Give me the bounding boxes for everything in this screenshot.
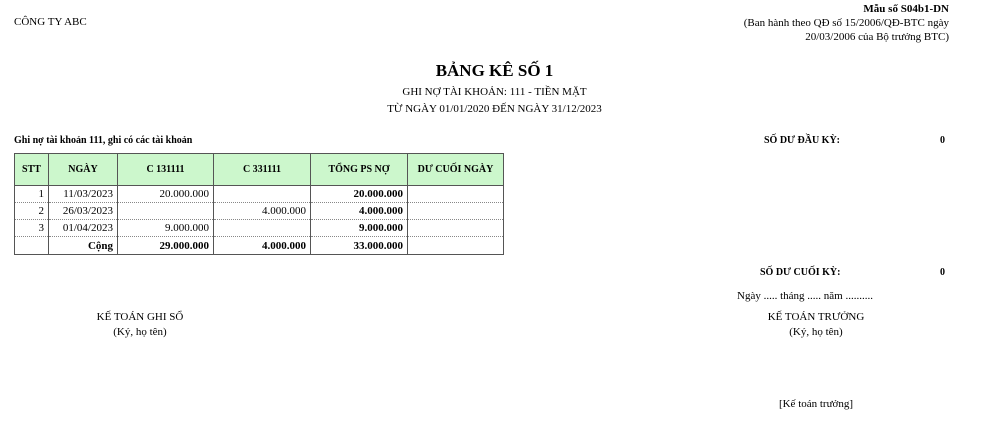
totals-balance [408, 237, 504, 255]
cell-date: 01/04/2023 [49, 220, 118, 237]
issue-note [689, 16, 949, 44]
header-date: NGÀY [49, 154, 118, 186]
issue-note-line-2: 20/03/2006 của Bộ trưởng BTC) [805, 31, 949, 43]
cell-total: 4.000.000 [311, 203, 408, 220]
header-c331111: C 331111 [214, 154, 311, 186]
cell-c131111: 20.000.000 [118, 186, 214, 203]
right-signature-block [716, 310, 916, 340]
report-subtitle: GHI NỢ TÀI KHOẢN: 111 - TIỀN MẶT [402, 86, 587, 98]
cell-balance [408, 203, 504, 220]
cell-stt [15, 237, 49, 255]
cell-c131111: 9.000.000 [118, 220, 214, 237]
cell-balance [408, 220, 504, 237]
left-signature-title: KẾ TOÁN GHI SỔ [96, 311, 184, 323]
closing-balance-label: SỐ DƯ CUỐI KỲ: [760, 267, 841, 278]
totals-label: Cộng [49, 237, 118, 255]
totals-c331111: 4.000.000 [214, 237, 311, 255]
cell-balance [408, 186, 504, 203]
right-signature-title: KẾ TOÁN TRƯỞNG [767, 311, 865, 323]
table-caption: Ghi nợ tài khoản 111, ghi có các tài khoản [14, 135, 193, 146]
header-c131111: C 131111 [118, 154, 214, 186]
cell-c331111 [214, 220, 311, 237]
cell-total: 20.000.000 [311, 186, 408, 203]
cell-stt: 3 [15, 220, 49, 237]
totals-c131111: 29.000.000 [118, 237, 214, 255]
left-signature-block [40, 310, 240, 340]
table-row [15, 186, 504, 203]
cell-stt: 2 [15, 203, 49, 220]
report-period: TỪ NGÀY 01/01/2020 ĐẾN NGÀY 31/12/2023 [387, 103, 602, 115]
cell-total: 9.000.000 [311, 220, 408, 237]
left-signature-note: (Ký, họ tên) [113, 326, 167, 338]
totals-total: 33.000.000 [311, 237, 408, 255]
opening-balance-value: 0 [940, 135, 945, 146]
header-total-debit: TỔNG PS NỢ [311, 154, 408, 186]
right-signature-name: [Kế toán trưởng] [778, 398, 854, 410]
totals-row [15, 237, 504, 255]
table-header-row [15, 154, 504, 186]
table-row [15, 203, 504, 220]
signature-date-line: Ngày ..... tháng ..... năm .......... [737, 290, 873, 302]
opening-balance-label: SỐ DƯ ĐẦU KỲ: [764, 135, 841, 146]
table-row [15, 220, 504, 237]
header-stt: STT [15, 154, 49, 186]
cell-c331111: 4.000.000 [214, 203, 311, 220]
right-signature-note: (Ký, họ tên) [789, 326, 843, 338]
cell-stt: 1 [15, 186, 49, 203]
closing-balance-value: 0 [940, 267, 945, 278]
issue-note-line-1: (Ban hành theo QĐ số 15/2006/QĐ-BTC ngày [743, 17, 949, 29]
cell-c131111 [118, 203, 214, 220]
header-closing-daily: DƯ CUỐI NGÀY [408, 154, 504, 186]
cell-date: 26/03/2023 [49, 203, 118, 220]
ledger-table [14, 153, 504, 255]
company-name: CÔNG TY ABC [14, 16, 87, 28]
cell-date: 11/03/2023 [49, 186, 118, 203]
cell-c331111 [214, 186, 311, 203]
report-title: BẢNG KÊ SỐ 1 [435, 61, 554, 80]
form-number: Mẫu số S04b1-DN [863, 3, 949, 15]
